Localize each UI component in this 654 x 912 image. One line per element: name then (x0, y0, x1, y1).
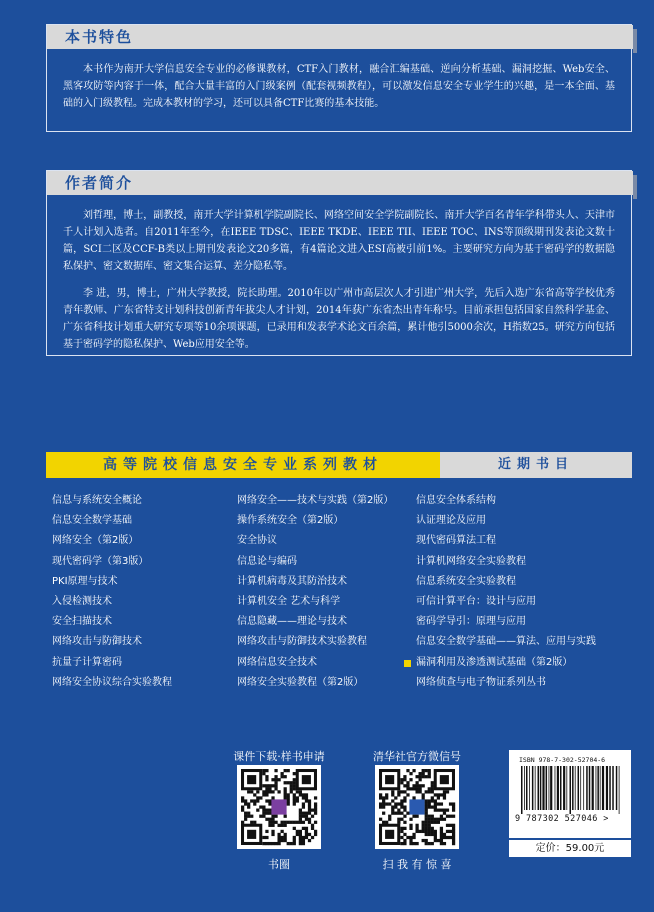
features-body (63, 61, 615, 122)
book-title-item: 网络安全实验教程（第2版） (237, 676, 364, 688)
book-title-item: 信息与系统安全概论 (52, 495, 142, 506)
book-title-item: 抗量子计算密码 (52, 656, 122, 668)
book-title-item: 计算机网络安全实验教程 (416, 555, 526, 567)
price-label: 定价：59.00元 (509, 840, 631, 857)
isbn-text: ISBN 978-7-302-52704-6 (519, 756, 606, 764)
book-title-item: 网络安全——技术与实践（第2版） (237, 495, 394, 506)
author-bio-liu: 刘哲理，博士，副教授，南开大学计算机学院副院长、网络空间安全学院副院长、南开大学百名青年学科带头人、天津市千人计划入选者。自2011年至今，在IEEE TDSC、IEEE TKDE、IEEE TII、IEEE TOC、INS等顶级期刊发表论文数十篇，SCI二区及CCF-B类以上期刊发表论文20多篇，有4篇论文进入ESI高被引前1%。主要研究方向为基于密码学的数据隐私保护、密文数据库、密文集合运算、差分隐私等。 (63, 210, 615, 272)
shuquan-label: 书圈 (268, 858, 290, 871)
book-title-item: 信息安全体系结构 (416, 495, 496, 506)
author-bio-li: 李 进，男，博士，广州大学教授，院长助理。2010年以广州市高层次人才引进广州大学，先后入选广东省高等学校优秀青年教师、广东省特支计划科技创新青年拔尖人才计划，2014年获广东省杰出青年称号。目前承担包括国家自然科学基金、广东省科技计划重大研究专项等10余项课题，已录用和发表学术论文百余篇，累计他引5000余次，H指数25。研究方向包括基于密码学的隐私保护、Web应用安全等。 (63, 288, 615, 350)
scan-surprise-label: 扫 我 有 惊 喜 (382, 858, 452, 871)
book-title-item: 信息安全数学基础 (52, 515, 132, 527)
features-title: 本书特色 (47, 25, 633, 49)
book-title-item: 信息系统安全实验教程 (416, 575, 516, 587)
book-title-item: 密码学导引：原理与应用 (416, 616, 526, 628)
recent-books-label: 近期书目 (440, 452, 632, 478)
book-title-item: 网络攻击与防御技术实验教程 (237, 636, 367, 648)
isbn-barcode (509, 750, 631, 838)
book-title-item: 网络安全（第2版） (52, 535, 139, 547)
book-list-column-3 (416, 491, 596, 693)
book-title-item: 网络安全协议综合实验教程 (52, 676, 172, 688)
book-title-item: 现代密码学（第3版） (52, 555, 149, 567)
book-title-item: 信息论与编码 (237, 555, 297, 567)
book-title-item: 可信计算平台：设计与应用 (416, 595, 536, 607)
book-title-item: 信息隐藏——理论与技术 (237, 616, 347, 628)
book-list-column-1 (52, 491, 172, 693)
book-title-item: 计算机安全 艺术与科学 (237, 595, 341, 607)
book-title-item: 网络侦查与电子物证系列丛书 (416, 676, 546, 688)
book-title-item: 入侵检测技术 (52, 595, 112, 607)
book-title-item: 现代密码算法工程 (416, 535, 496, 547)
features-section (46, 24, 632, 132)
book-list-column-2 (237, 491, 393, 693)
book-title-item: 安全协议 (237, 535, 277, 547)
courseware-download-label: 课件下载·样书申请 (233, 750, 325, 763)
features-paragraph: 本书作为南开大学信息安全专业的必修课教材，CTF入门教材，融合汇编基础、逆向分析基础、漏洞挖掘、Web安全、黑客攻防等内容于一体，配合大量丰富的入门级案例（配套视频教程），可以激发信息安全专业学生的兴趣，是一本全面、基础的入门级教程。完成本教材的学习，还可以具备CTF比赛的基本技能。 (63, 64, 615, 109)
book-title-item: 认证理论及应用 (416, 515, 486, 527)
authors-body (63, 207, 615, 363)
barcode-digits: 9 787302 527046 > (515, 814, 609, 824)
wechat-qr-code[interactable] (375, 765, 459, 849)
book-title-item: 网络信息安全技术 (237, 656, 317, 668)
courseware-qr-code[interactable] (237, 765, 321, 849)
series-title: 高等院校信息安全专业系列教材 (46, 452, 440, 478)
book-title-item: 信息安全数学基础——算法、应用与实践 (416, 636, 596, 648)
book-title-item: 网络攻击与防御技术 (52, 636, 142, 648)
authors-section (46, 170, 632, 356)
book-title-item: PKI原理与技术 (52, 575, 118, 587)
authors-title: 作者简介 (47, 171, 633, 195)
book-title-item: 操作系统安全（第2版） (237, 515, 344, 527)
book-title-item: 计算机病毒及其防治技术 (237, 575, 347, 587)
series-header (46, 452, 632, 478)
book-title-item: 安全扫描技术 (52, 616, 112, 628)
barcode-bars (519, 766, 621, 814)
wechat-official-label: 清华社官方微信号 (373, 750, 461, 763)
book-title-item: 漏洞利用及渗透测试基础（第2版） (416, 653, 596, 673)
